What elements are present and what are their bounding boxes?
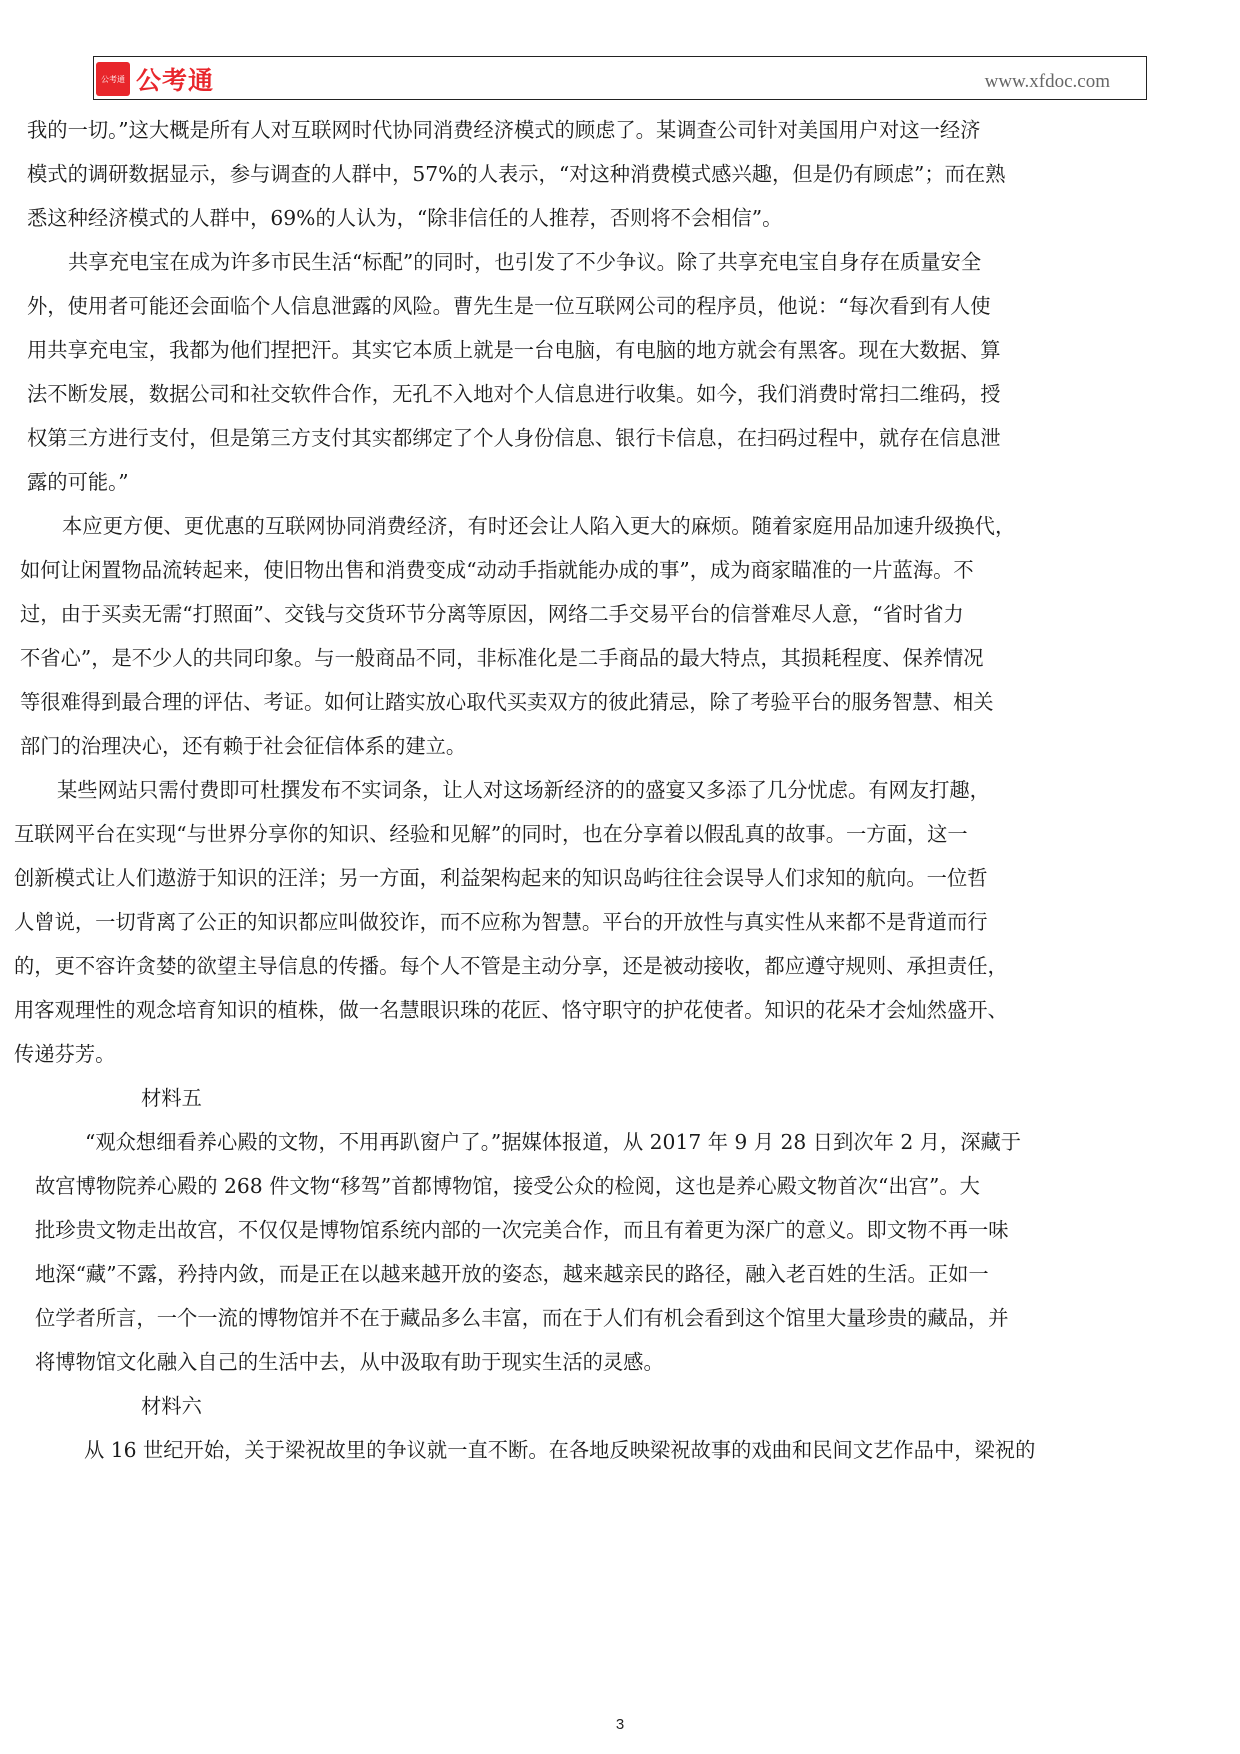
logo-badge-icon: 公考通 (96, 62, 130, 96)
section-heading: 材料六 (141, 1394, 202, 1418)
text-line: 的，更不容许贪婪的欲望主导信息的传播。每个人不管是主动分享，还是被动接收，都应遵守规则、承担责任， (14, 954, 1008, 978)
text-line: 不省心”，是不少人的共同印象。与一般商品不同，非标准化是二手商品的最大特点，其损耗程度、保养情况 (20, 646, 984, 670)
text-line: 批珍贵文物走出故宫，不仅仅是博物馆系统内部的一次完美合作，而且有着更为深广的意义。即文物不再一味 (35, 1218, 1009, 1242)
text-line: “观众想细看养心殿的文物，不用再趴窗户了。”据媒体报道，从 2017 年 9 月 28 日到次年 2 月，深藏于 (85, 1130, 1022, 1154)
text-line: 露的可能。” (27, 470, 129, 494)
text-line: 从 16 世纪开始，关于梁祝故里的争议就一直不断。在各地反映梁祝故事的戏曲和民间文艺作品中，梁祝的 (84, 1438, 1036, 1462)
text-line: 将博物馆文化融入自己的生活中去，从中汲取有助于现实生活的灵感。 (35, 1350, 664, 1374)
text-line: 某些网站只需付费即可杜撰发布不实词条，让人对这场新经济的的盛宴又多添了几分忧虑。有网友打趣， (57, 778, 990, 802)
text-line: 位学者所言，一个一流的博物馆并不在于藏品多么丰富，而在于人们有机会看到这个馆里大量珍贵的藏品，并 (35, 1306, 1009, 1330)
text-line: 人曾说，一切背离了公正的知识都应叫做狡诈，而不应称为智慧。平台的开放性与真实性从来都不是背道而行 (14, 910, 988, 934)
section-heading: 材料五 (141, 1086, 202, 1110)
text-line: 外，使用者可能还会面临个人信息泄露的风险。曹先生是一位互联网公司的程序员，他说：“每次看到有人使 (27, 294, 991, 318)
text-line: 悉这种经济模式的人群中，69%的人认为，“除非信任的人推荐，否则将不会相信”。 (27, 206, 783, 230)
site-logo (96, 61, 214, 97)
text-line: 法不断发展，数据公司和社交软件合作，无孔不入地对个人信息进行收集。如今，我们消费时常扫二维码，授 (27, 382, 1001, 406)
text-line: 本应更方便、更优惠的互联网协同消费经济，有时还会让人陷入更大的麻烦。随着家庭用品加速升级换代， (62, 514, 1016, 538)
text-line: 模式的调研数据显示，参与调查的人群中，57%的人表示，“对这种消费模式感兴趣，但是仍有顾虑”；而在熟 (27, 162, 1006, 186)
text-line: 创新模式让人们遨游于知识的汪洋；另一方面，利益架构起来的知识岛屿往往会误导人们求知的航向。一位哲 (14, 866, 988, 890)
page-number: 3 (615, 1716, 625, 1733)
page-header (93, 56, 1147, 100)
text-line: 互联网平台在实现“与世界分享你的知识、经验和见解”的同时，也在分享着以假乱真的故事。一方面，这一 (14, 822, 968, 846)
site-url[interactable]: www.xfdoc.com (984, 71, 1110, 92)
text-line: 我的一切。”这大概是所有人对互联网时代协同消费经济模式的顾虑了。某调查公司针对美国用户对这一经济 (27, 118, 981, 142)
text-line: 用客观理性的观念培育知识的植株，做一名慧眼识珠的花匠、恪守职守的护花使者。知识的花朵才会灿然盛开、 (14, 998, 1008, 1022)
text-line: 部门的治理决心，还有赖于社会征信体系的建立。 (20, 734, 467, 758)
logo-text: 公考通 (136, 66, 215, 95)
text-line: 共享充电宝在成为许多市民生活“标配”的同时，也引发了不少争议。除了共享充电宝自身存在质量安全 (68, 250, 982, 274)
text-line: 权第三方进行支付，但是第三方支付其实都绑定了个人身份信息、银行卡信息，在扫码过程中，就存在信息泄 (27, 426, 1001, 450)
text-line: 故宫博物院养心殿的 268 件文物“移驾”首都博物馆，接受公众的检阅，这也是养心殿文物首次“出宫”。大 (35, 1174, 980, 1198)
text-line: 用共享充电宝，我都为他们捏把汗。其实它本质上就是一台电脑，有电脑的地方就会有黑客。现在大数据、算 (27, 338, 1001, 362)
text-line: 传递芬芳。 (14, 1042, 116, 1066)
text-line: 过，由于买卖无需“打照面”、交钱与交货环节分离等原因，网络二手交易平台的信誉难尽人意，“省时省力 (20, 602, 964, 626)
text-line: 地深“藏”不露，矜持内敛，而是正在以越来越开放的姿态，越来越亲民的路径，融入老百姓的生活。正如一 (35, 1262, 989, 1286)
text-line: 如何让闲置物品流转起来，使旧物出售和消费变成“动动手指就能办成的事”，成为商家瞄准的一片蓝海。不 (20, 558, 974, 582)
text-line: 等很难得到最合理的评估、考证。如何让踏实放心取代买卖双方的彼此猜忌，除了考验平台的服务智慧、相关 (20, 690, 994, 714)
